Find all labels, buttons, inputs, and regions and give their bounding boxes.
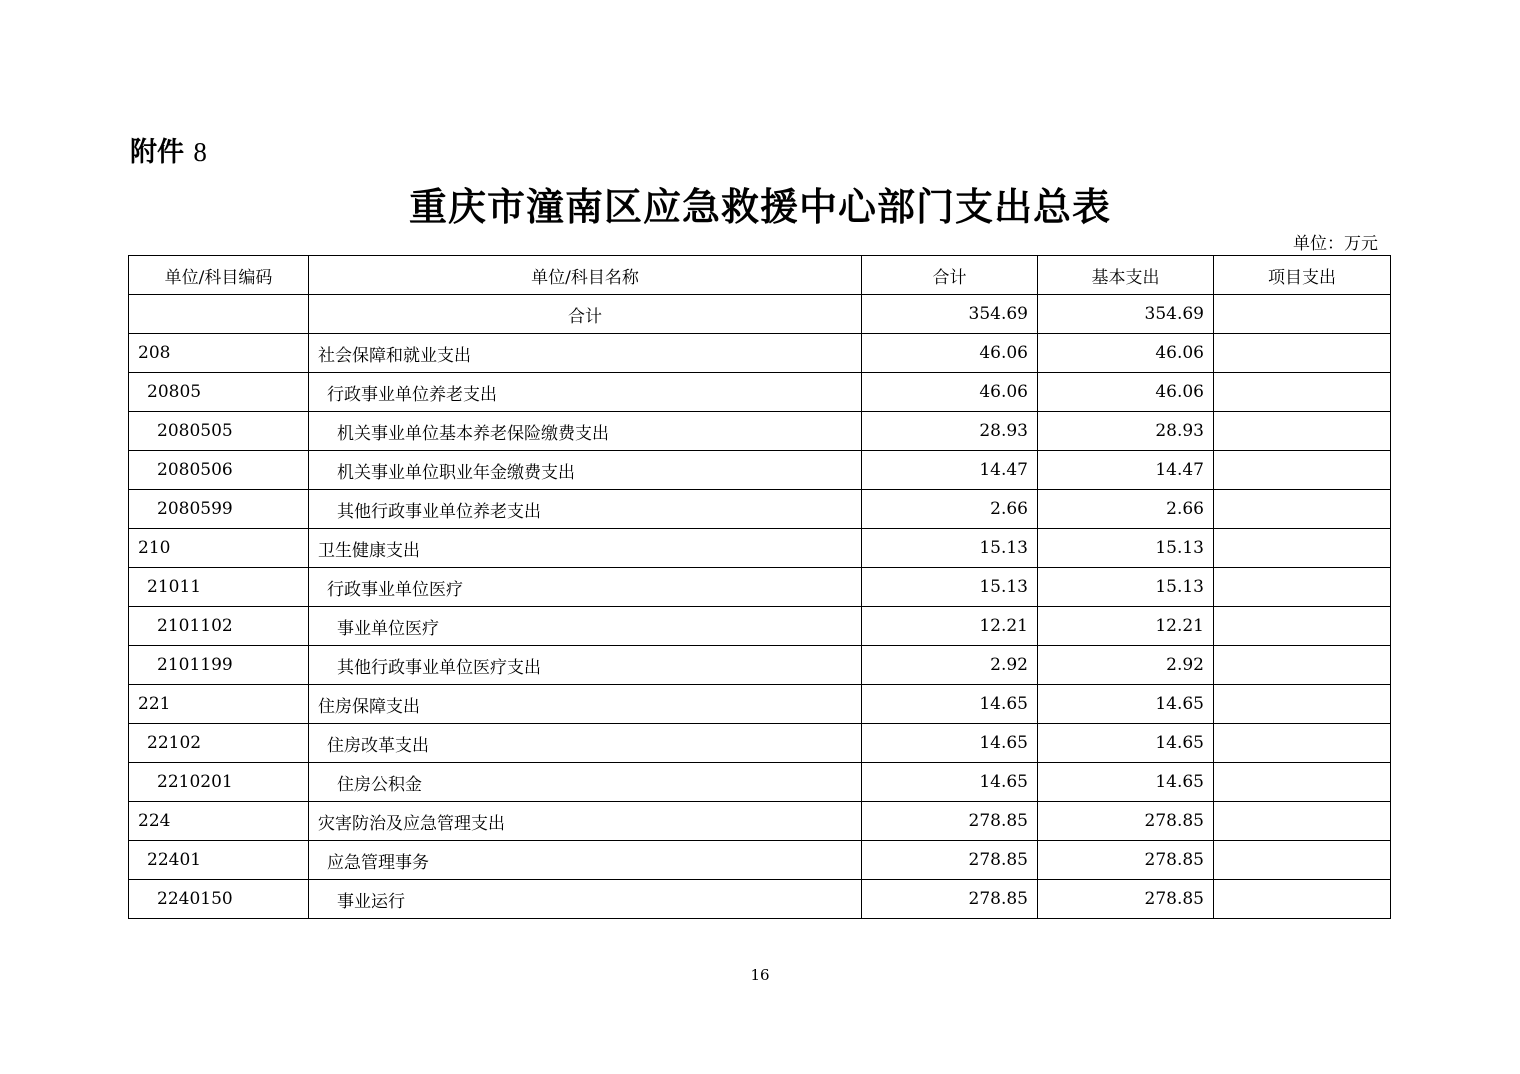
cell-name: 其他行政事业单位养老支出 xyxy=(309,490,862,529)
cell-name: 行政事业单位养老支出 xyxy=(309,373,862,412)
cell-name: 应急管理事务 xyxy=(309,841,862,880)
cell-basic: 15.13 xyxy=(1038,568,1214,607)
document-title: 重庆市潼南区应急救援中心部门支出总表 xyxy=(408,185,1111,229)
cell-name: 住房公积金 xyxy=(309,763,862,802)
cell-name: 机关事业单位基本养老保险缴费支出 xyxy=(309,412,862,451)
cell-total: 15.13 xyxy=(862,529,1038,568)
cell-code: 2080505 xyxy=(129,412,309,451)
cell-basic: 14.65 xyxy=(1038,685,1214,724)
table-row xyxy=(129,373,1391,412)
cell-total: 46.06 xyxy=(862,373,1038,412)
cell-name: 卫生健康支出 xyxy=(309,529,862,568)
expense-table xyxy=(128,255,1391,919)
cell-project xyxy=(1214,295,1391,334)
header-name: 单位/科目名称 xyxy=(309,256,862,295)
attachment-text: 附件 xyxy=(130,137,184,168)
cell-code: 20805 xyxy=(129,373,309,412)
cell-name: 社会保障和就业支出 xyxy=(309,334,862,373)
cell-basic: 278.85 xyxy=(1038,841,1214,880)
cell-basic: 278.85 xyxy=(1038,880,1214,919)
cell-basic: 46.06 xyxy=(1038,334,1214,373)
cell-code: 2101199 xyxy=(129,646,309,685)
header-code: 单位/科目编码 xyxy=(129,256,309,295)
attachment-number: 8 xyxy=(193,137,207,167)
table-header xyxy=(129,256,1391,295)
cell-total: 2.66 xyxy=(862,490,1038,529)
cell-basic: 278.85 xyxy=(1038,802,1214,841)
cell-basic: 15.13 xyxy=(1038,529,1214,568)
cell-name: 机关事业单位职业年金缴费支出 xyxy=(309,451,862,490)
cell-code: 208 xyxy=(129,334,309,373)
cell-total: 2.92 xyxy=(862,646,1038,685)
cell-basic: 46.06 xyxy=(1038,373,1214,412)
cell-project xyxy=(1214,568,1391,607)
cell-project xyxy=(1214,529,1391,568)
cell-code: 22102 xyxy=(129,724,309,763)
table-row xyxy=(129,607,1391,646)
cell-total: 14.65 xyxy=(862,763,1038,802)
cell-total: 46.06 xyxy=(862,334,1038,373)
cell-project xyxy=(1214,490,1391,529)
table-row xyxy=(129,529,1391,568)
cell-total: 14.47 xyxy=(862,451,1038,490)
cell-project xyxy=(1214,646,1391,685)
cell-name: 其他行政事业单位医疗支出 xyxy=(309,646,862,685)
cell-name: 合计 xyxy=(309,295,862,334)
header-total: 合计 xyxy=(862,256,1038,295)
table-row xyxy=(129,802,1391,841)
cell-basic: 14.65 xyxy=(1038,763,1214,802)
table-row xyxy=(129,646,1391,685)
cell-name: 灾害防治及应急管理支出 xyxy=(309,802,862,841)
header-project: 项目支出 xyxy=(1214,256,1391,295)
cell-name: 住房保障支出 xyxy=(309,685,862,724)
cell-basic: 12.21 xyxy=(1038,607,1214,646)
cell-project xyxy=(1214,685,1391,724)
cell-total: 278.85 xyxy=(862,841,1038,880)
page-number: 16 xyxy=(750,966,770,984)
table-row xyxy=(129,412,1391,451)
cell-basic: 2.66 xyxy=(1038,490,1214,529)
cell-basic: 2.92 xyxy=(1038,646,1214,685)
table-body xyxy=(129,295,1391,919)
cell-project xyxy=(1214,373,1391,412)
cell-project xyxy=(1214,334,1391,373)
cell-project xyxy=(1214,412,1391,451)
cell-project xyxy=(1214,724,1391,763)
cell-project xyxy=(1214,841,1391,880)
cell-project xyxy=(1214,763,1391,802)
cell-total: 14.65 xyxy=(862,685,1038,724)
cell-name: 事业运行 xyxy=(309,880,862,919)
cell-name: 行政事业单位医疗 xyxy=(309,568,862,607)
cell-name: 事业单位医疗 xyxy=(309,607,862,646)
table-row xyxy=(129,451,1391,490)
cell-code: 2240150 xyxy=(129,880,309,919)
table-row xyxy=(129,568,1391,607)
cell-total: 354.69 xyxy=(862,295,1038,334)
cell-total: 278.85 xyxy=(862,802,1038,841)
cell-code: 2210201 xyxy=(129,763,309,802)
table-row xyxy=(129,685,1391,724)
cell-code: 21011 xyxy=(129,568,309,607)
cell-code: 2080506 xyxy=(129,451,309,490)
header-basic: 基本支出 xyxy=(1038,256,1214,295)
cell-code: 224 xyxy=(129,802,309,841)
cell-code: 2101102 xyxy=(129,607,309,646)
table-row xyxy=(129,841,1391,880)
cell-name: 住房改革支出 xyxy=(309,724,862,763)
cell-project xyxy=(1214,607,1391,646)
cell-basic: 354.69 xyxy=(1038,295,1214,334)
cell-basic: 14.47 xyxy=(1038,451,1214,490)
table-row xyxy=(129,763,1391,802)
cell-code: 22401 xyxy=(129,841,309,880)
table-row xyxy=(129,334,1391,373)
table-row xyxy=(129,724,1391,763)
cell-total: 12.21 xyxy=(862,607,1038,646)
header-row xyxy=(129,256,1391,295)
table-row xyxy=(129,880,1391,919)
cell-code: 2080599 xyxy=(129,490,309,529)
cell-total: 15.13 xyxy=(862,568,1038,607)
total-row xyxy=(129,295,1391,334)
cell-total: 278.85 xyxy=(862,880,1038,919)
unit-label: 单位：万元 xyxy=(1293,234,1378,254)
attachment-label xyxy=(130,130,207,169)
cell-total: 14.65 xyxy=(862,724,1038,763)
cell-code: 210 xyxy=(129,529,309,568)
cell-code: 221 xyxy=(129,685,309,724)
cell-project xyxy=(1214,880,1391,919)
cell-project xyxy=(1214,802,1391,841)
cell-code xyxy=(129,295,309,334)
cell-total: 28.93 xyxy=(862,412,1038,451)
cell-basic: 28.93 xyxy=(1038,412,1214,451)
cell-basic: 14.65 xyxy=(1038,724,1214,763)
table-row xyxy=(129,490,1391,529)
cell-project xyxy=(1214,451,1391,490)
